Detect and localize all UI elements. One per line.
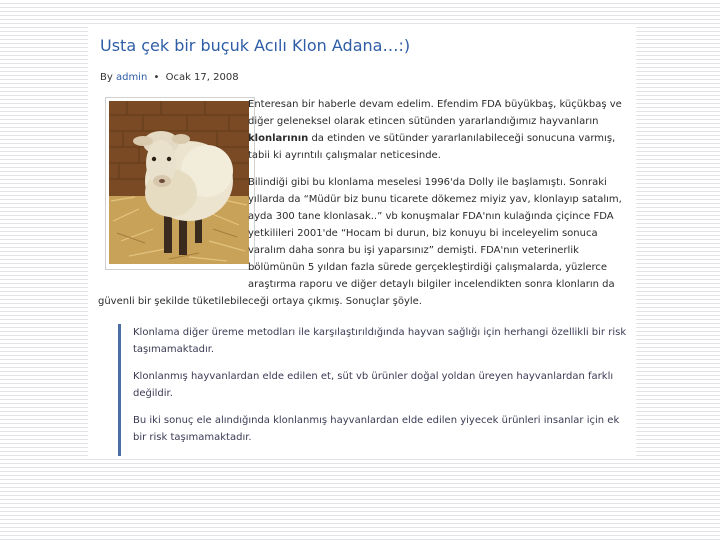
- bold-term: klonlarının: [248, 133, 309, 144]
- quote-item: Bu iki sonuç ele alındığında klonlanmış hayvanlardan elde edilen yiyecek ürünleri insanlar için ek bir risk taşımamaktadır.: [133, 415, 620, 443]
- by-label: By: [100, 72, 113, 83]
- blog-post: [88, 24, 636, 456]
- quote-item: Klonlanmış hayvanlardan elde edilen et, süt vb ürünler doğal yoldan üreyen hayvanlardan farklı değildir.: [133, 371, 614, 399]
- post-date: Ocak 17, 2008: [165, 72, 239, 83]
- post-body: [98, 96, 636, 320]
- meta-separator: •: [153, 72, 160, 83]
- author-link[interactable]: admin: [115, 72, 148, 83]
- blockquote: [118, 324, 633, 456]
- post-meta: [100, 72, 239, 83]
- paragraph-1: Enteresan bir haberle devam edelim. Efendim FDA büyükbaş, küçükbaş ve diğer geleneksel olarak etincen sütünden yararlandığımız hayvanların klonlarının da etinden ve sütünder yararlanılabileceği sonucuna varmış, tabii ki ayrıntılı çalışmalar neticesinde.: [248, 99, 622, 161]
- paragraph-2: Bilindiği gibi bu klonlama meselesi 1996'da Dolly ile başlamıştı. Sonraki yıllarda da “Müdür biz bunu ticarete dökemez miyiz yav, klonlayıp satalım, ayda 300 tane klonlasak..” vb konuşmalar FDA'nın kulağında çiçince FDA yetkilileri 2001'de “Hocam bi durun, biz konuyu bi inceleyelim sonuca varalım daha sonra bu işi yaparsınız” demişti. FDA'nın veterinerlik bölümünün 5 yıldan fazla sürede gerçekleştirdiği çalışmalarda, yüzlerce araştırma raporu ve diğer detaylı bilgiler incelendikten sonra klonların da güvenli bir şekilde tüketilebileceği ortaya çıkmış. Sonuçlar şöyle.: [98, 177, 622, 307]
- quote-item: Klonlama diğer üreme metodları ile karşılaştırıldığında hayvan sağlığı için herhangi özellikli bir risk taşımamaktadır.: [133, 327, 627, 355]
- post-title[interactable]: Usta çek bir buçuk Acılı Klon Adana…:): [100, 36, 411, 55]
